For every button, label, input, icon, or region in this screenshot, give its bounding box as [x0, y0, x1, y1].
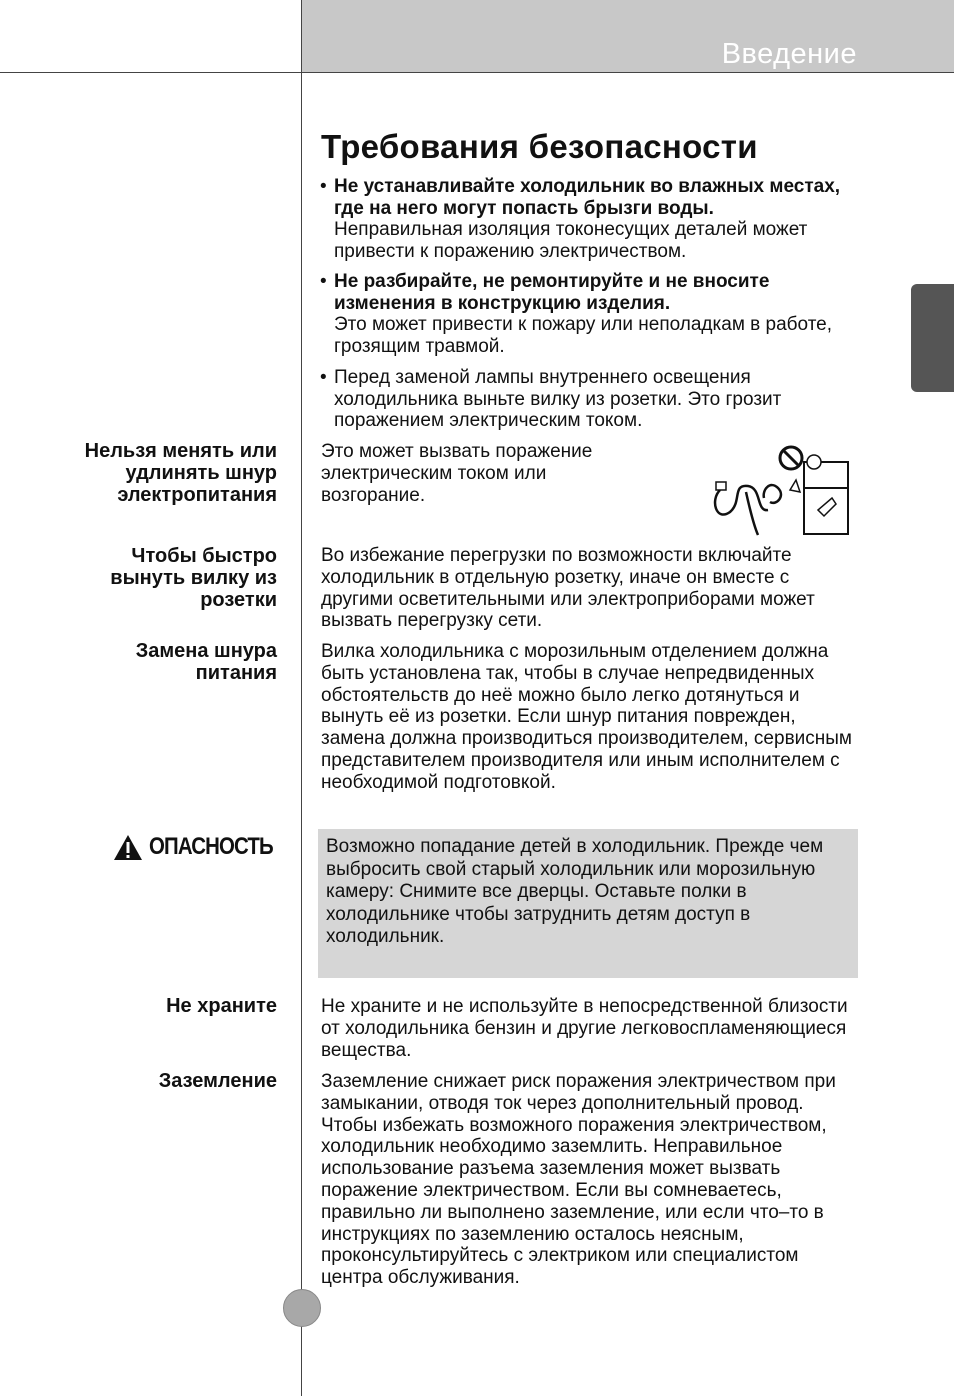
header-divider — [0, 72, 954, 73]
bullet-bold: Не устанавливайте холодильник во влажных местах, где на него могут попасть брызги воды. — [334, 176, 841, 219]
body-text-ground: Заземление снижает риск поражения электричеством при замыкании, отводя ток через дополнительный провод. Чтобы избежать возможного поражения электричеством, холодильник необходимо заземлить. Неправильное использование разъема заземления может вызвать поражение электричеством. Если вы сомневаетесь, правильно ли выполнено заземление, или если что–то в инструкциях по заземлению осталось неясным, проконсультируйтесь с электриком или специалистом центра обслуживания. — [321, 1071, 836, 1289]
column-divider — [301, 0, 302, 1396]
bullet-bold: Не разбирайте, не ремонтируйте и не вносите изменения в конструкцию изделия. — [334, 271, 770, 314]
bullet-dot: • — [320, 271, 327, 292]
side-label-plug: Чтобы быстро вынуть вилку из розетки — [110, 545, 277, 611]
body-text-replace: Вилка холодильника с морозильным отделением должна быть установлена так, чтобы в случае непредвиденных обстоятельств до неё можно было легко дотянуться и вынуть её из розетки. Если шнур питания поврежден, замена должна производиться производителем, сервисным представителем производителя или иным исполнителем с необходимой подготовкой. — [321, 641, 852, 793]
section-title: Введение — [721, 38, 857, 70]
bullet-item — [320, 367, 860, 432]
side-label-store: Не храните — [166, 995, 277, 1017]
bullet-text: Это может привести к пожару или неполадкам в работе, грозящим травмой. — [334, 314, 833, 357]
bullet-dot: • — [320, 367, 327, 388]
side-label-cord: Нельзя менять или удлинять шнур электропитания — [84, 440, 277, 506]
danger-text: Возможно попадание детей в холодильник. Прежде чем выбросить свой старый холодильник или морозильную камеру: Снимите все дверцы. Оставьте полки в холодильнике чтобы затруднить детям доступ в холодильник. — [326, 836, 824, 948]
body-text-plug: Во избежание перегрузки по возможности включайте холодильник в отдельную розетку, иначе он вместе с другими осветительными или электроприборами может вызвать перегрузку сети. — [321, 545, 815, 632]
bullet-dot: • — [320, 176, 327, 197]
bullet-item — [320, 176, 860, 262]
body-text-cord: Это может вызвать поражение электрическим током или возгорание. — [321, 441, 593, 506]
side-label-ground: Заземление — [158, 1070, 277, 1092]
no-extension-cord-illustration — [706, 440, 866, 540]
bullet-text: Перед заменой лампы внутреннего освещения холодильника выньте вилку из розетки. Это грозит поражением электрическим током. — [334, 367, 782, 431]
bullet-item — [320, 271, 860, 357]
body-text-store: Не храните и не используйте в непосредственной близости от холодильника бензин и другие легковоспламеняющиеся вещества. — [321, 996, 848, 1061]
danger-label: ОПАСНОСТЬ — [113, 832, 295, 862]
warning-triangle-icon — [113, 834, 143, 861]
page-title: Требования безопасности — [321, 128, 758, 165]
language-tab-marker — [911, 284, 954, 392]
side-label-replace: Замена шнура питания — [135, 640, 277, 684]
page-number-marker — [283, 1289, 321, 1327]
bullet-text: Неправильная изоляция токонесущих деталей может привести к поражению электричеством. — [334, 219, 808, 262]
